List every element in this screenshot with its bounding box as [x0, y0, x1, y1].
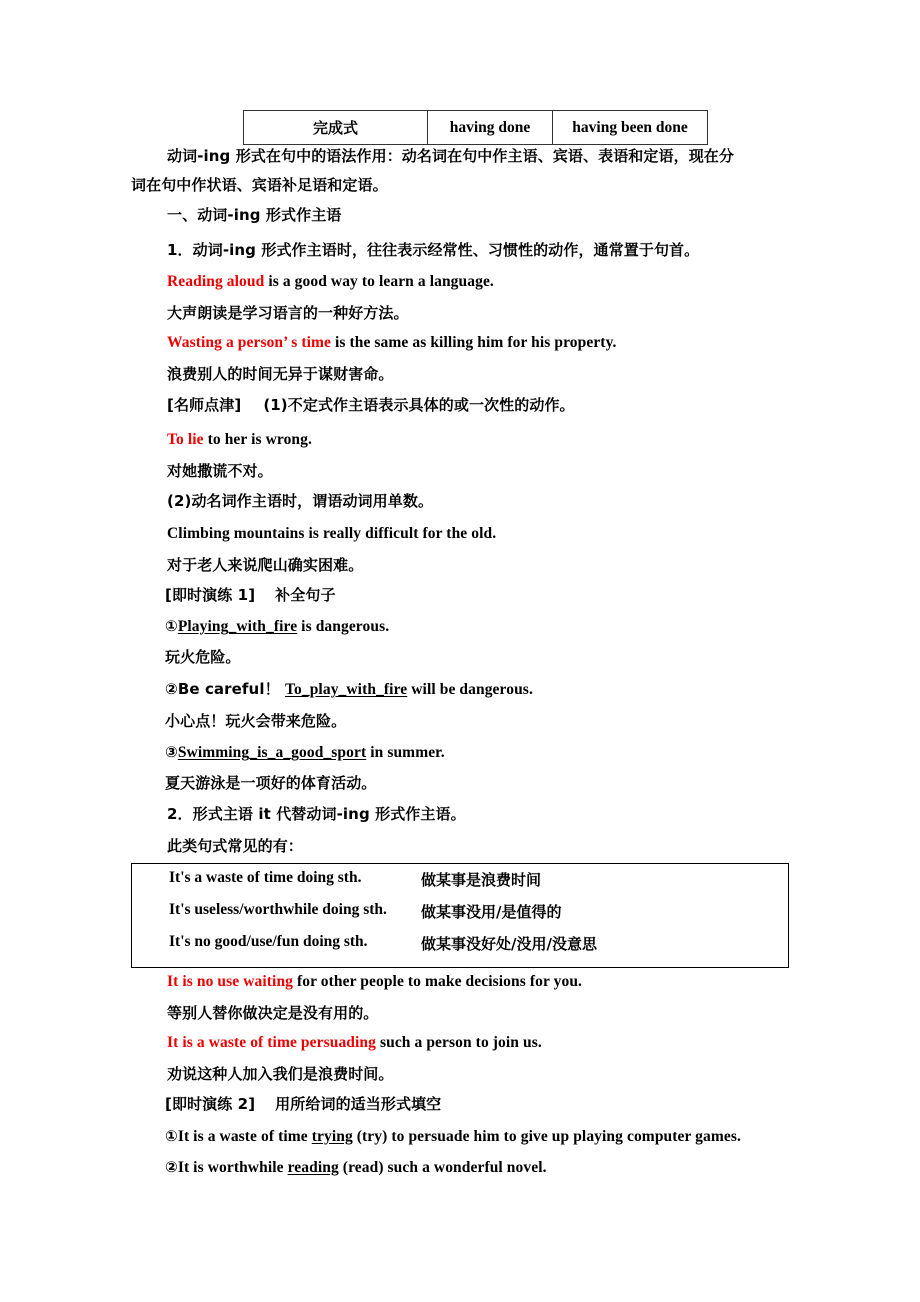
example-1-highlight: Reading aloud — [167, 273, 265, 290]
pattern-row — [132, 933, 788, 965]
example-6-translation: 劝说这种人加入我们是浪费时间。 — [167, 1065, 394, 1083]
practice-1-label: [即时演练 1] — [165, 586, 256, 604]
example-5-rest: for other people to make decisions for you. — [293, 973, 583, 990]
intro-line-1: 动词-ing 形式在句中的语法作用：动名词在句中作主语、宾语、表语和定语，现在分 — [167, 147, 735, 165]
practice-1-item-2-translation: 小心点！玩火会带来危险。 — [165, 712, 347, 730]
practice-2-label: [即时演练 2] — [165, 1095, 256, 1113]
pattern-row — [132, 869, 788, 901]
example-3-translation: 对她撒谎不对。 — [167, 462, 273, 480]
practice-1-item-1-number: ① — [165, 617, 178, 635]
practice-1-item-1-answer: Playing_with_fire — [177, 618, 298, 635]
practice-2-item-1-prefix: It is a waste of time — [177, 1128, 312, 1145]
example-1-translation: 大声朗读是学习语言的一种好方法。 — [167, 304, 409, 322]
pattern-table — [131, 863, 789, 968]
example-5-translation: 等别人替你做决定是没有用的。 — [167, 1004, 379, 1022]
teacher-tip-2: (2)动名词作主语时，谓语动词用单数。 — [167, 492, 434, 510]
example-5 — [167, 972, 582, 992]
practice-2-item-1 — [165, 1126, 741, 1147]
verb-form-table — [243, 110, 708, 145]
practice-1-item-2 — [165, 679, 533, 700]
practice-2-item-2-prefix: It is worthwhile — [177, 1159, 288, 1176]
teacher-tip-text: (1)不定式作主语表示具体的或一次性的动作。 — [263, 396, 575, 414]
practice-2-item-2-rest: (read) such a wonderful novel. — [338, 1159, 547, 1176]
practice-2-item-1-answer: trying — [311, 1128, 353, 1145]
pattern-row — [132, 901, 788, 933]
cell-active-form: having done — [428, 111, 553, 145]
example-4-translation: 对于老人来说爬山确实困难。 — [167, 556, 364, 574]
cell-passive-form: having been done — [553, 111, 708, 145]
pattern-row-english: It's no good/use/fun doing sth. — [169, 933, 368, 950]
example-1-rest: is a good way to learn a language. — [264, 273, 494, 290]
point-2-lead: 此类句式常见的有： — [167, 837, 303, 855]
practice-1-item-2-prefix: Be careful！ — [177, 680, 285, 698]
example-4: Climbing mountains is really difficult for the old. — [167, 525, 497, 542]
practice-1-item-2-rest: will be dangerous. — [407, 681, 533, 698]
example-6 — [167, 1033, 542, 1053]
practice-1-header — [165, 585, 336, 605]
table-row — [244, 111, 708, 145]
cell-form-label: 完成式 — [244, 111, 428, 145]
practice-2-header — [165, 1094, 441, 1114]
practice-1-item-3-answer: Swimming_is_a_good_sport — [177, 744, 367, 761]
practice-1-instruction: 补全句子 — [275, 586, 336, 604]
practice-2-item-1-number: ① — [165, 1127, 178, 1145]
teacher-tip-label: [名师点津] — [167, 396, 242, 414]
section-heading: 一、动词-ing 形式作主语 — [167, 206, 342, 224]
practice-2-item-2-number: ② — [165, 1158, 178, 1176]
practice-1-item-2-answer: To_play_with_fire — [285, 681, 408, 698]
example-6-highlight: It is a waste of time persuading — [167, 1034, 376, 1051]
practice-1-item-3 — [165, 742, 445, 763]
pattern-row-chinese: 做某事是浪费时间 — [421, 871, 542, 889]
example-1 — [167, 272, 494, 292]
practice-1-item-1 — [165, 616, 389, 637]
point-2-text: 2．形式主语 it 代替动词-ing 形式作主语。 — [167, 805, 466, 823]
example-5-highlight: It is no use waiting — [167, 973, 294, 990]
pattern-row-chinese: 做某事没好处/没用/没意思 — [421, 935, 597, 953]
example-2-translation: 浪费别人的时间无异于谋财害命。 — [167, 365, 394, 383]
intro-line-2: 词在句中作状语、宾语补足语和定语。 — [131, 176, 388, 194]
practice-2-item-2-answer: reading — [287, 1159, 339, 1176]
pattern-row-english: It's a waste of time doing sth. — [169, 869, 362, 886]
point-1-text: 1．动词-ing 形式作主语时，往往表示经常性、习惯性的动作，通常置于句首。 — [167, 241, 700, 259]
teacher-tip-1 — [167, 395, 575, 415]
pattern-row-english: It's useless/worthwhile doing sth. — [169, 901, 387, 918]
practice-1-item-3-number: ③ — [165, 743, 178, 761]
example-3-highlight: To lie — [167, 431, 204, 448]
example-3-rest: to her is wrong. — [203, 431, 312, 448]
example-2 — [167, 333, 617, 353]
example-2-rest: is the same as killing him for his property. — [331, 334, 617, 351]
practice-2-item-1-rest: (try) to persuade him to give up playing computer games. — [352, 1128, 741, 1145]
practice-1-item-3-translation: 夏天游泳是一项好的体育活动。 — [165, 774, 377, 792]
practice-1-item-1-rest: is dangerous. — [297, 618, 390, 635]
practice-2-instruction: 用所给词的适当形式填空 — [275, 1095, 442, 1113]
practice-1-item-1-translation: 玩火危险。 — [165, 648, 241, 666]
pattern-row-chinese: 做某事没用/是值得的 — [421, 903, 562, 921]
practice-1-item-3-rest: in summer. — [366, 744, 445, 761]
example-3 — [167, 430, 312, 450]
practice-1-item-2-number: ② — [165, 680, 178, 698]
practice-2-item-2 — [165, 1157, 547, 1178]
example-2-highlight: Wasting a person’ s time — [167, 334, 331, 351]
example-6-rest: such a person to join us. — [376, 1034, 542, 1051]
